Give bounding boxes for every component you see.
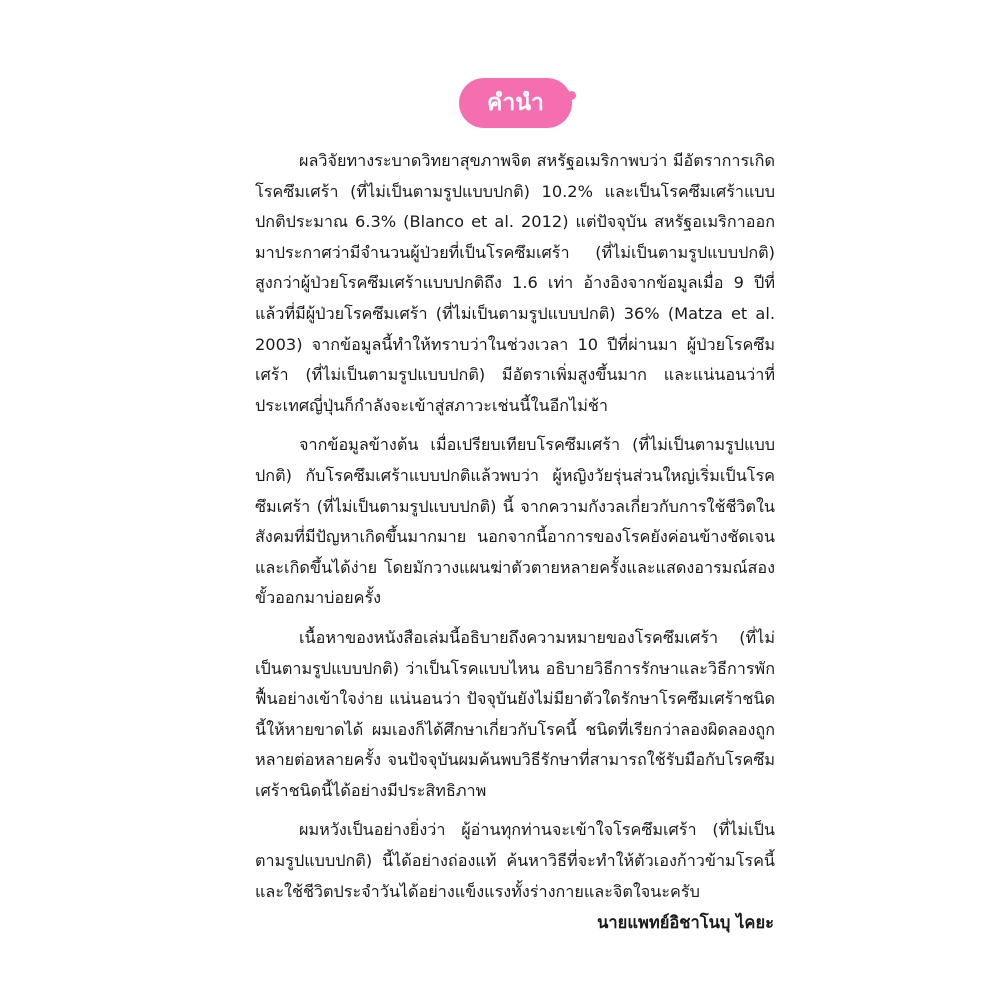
paragraph-2: จากข้อมูลข้างต้น เมื่อเปรียบเทียบโรคซึมเศร้า (ที่ไม่เป็นตามรูปแบบปกติ) กับโรคซึมเศร้าแบบปกติแล้วพบว่า ผู้หญิงวัยรุ่นส่วนใหญ่เริ่มเป็นโรคซึมเศร้า (ที่ไม่เป็นตามรูปแบบปกติ) นี้ จากความกังวลเกี่ยวกับการใช้ชีวิตในสังคมที่มีปัญหาเกิดขึ้นมากมาย นอกจากนี้อาการของโรคยังค่อนข้างชัดเจนและเกิดขึ้นได้ง่าย โดยมักวางแผนฆ่าตัวตายหลายครั้งและแสดงอารมณ์สองขั้วออกมาบ่อยครั้ง [255,435,775,608]
badge-dot-decoration [567,91,576,100]
page-title: คำนำ [487,90,544,116]
paragraph-1: ผลวิจัยทางระบาดวิทยาสุขภาพจิต สหรัฐอเมริกาพบว่า มีอัตราการเกิดโรคซึมเศร้า (ที่ไม่เป็นตามรูปแบบปกติ) 10.2% และเป็นโรคซึมเศร้าแบบปกติประมาณ 6.3% (Blanco et al. 2012) แต่ปัจจุบัน สหรัฐอเมริกาออกมาประกาศว่ามีจำนวนผู้ป่วยที่เป็นโรคซึมเศร้า (ที่ไม่เป็นตามรูปแบบปกติ) สูงกว่าผู้ป่วยโรคซึมเศร้าแบบปกติถึง 1.6 เท่า อ้างอิงจากข้อมูลเมื่อ 9 ปีที่แล้วที่มีผู้ป่วยโรคซึมเศร้า (ที่ไม่เป็นตามรูปแบบปกติ) 36% (Matza et al. 2003) จากข้อมูลนี้ทำให้ทราบว่าในช่วงเวลา 10 ปีที่ผ่านมา ผู้ป่วยโรคซึมเศร้า (ที่ไม่เป็นตามรูปแบบปกติ) มีอัตราเพิ่มสูงขึ้นมาก และแน่นอนว่าที่ประเทศญี่ปุ่นก็กำลังจะเข้าสู่สภาวะเช่นนี้ในอีกไม่ช้า [255,151,775,415]
preface-body [255,146,775,916]
author-signature: นายแพทย์อิชาโนบุ ไคยะ [597,913,774,932]
paragraph-3: เนื้อหาของหนังสือเล่มนี้อธิบายถึงความหมายของโรคซึมเศร้า (ที่ไม่เป็นตามรูปแบบปกติ) ว่าเป็นโรคแบบไหน อธิบายวิธีการรักษาและวิธีการพักฟื้นอย่างเข้าใจง่าย แน่นอนว่า ปัจจุบันยังไม่มียาตัวใดรักษาโรคซึมเศร้าชนิดนี้ให้หายขาดได้ ผมเองก็ได้ศึกษาเกี่ยวกับโรคนี้ ชนิดที่เรียกว่าลองผิดลองถูกหลายต่อหลายครั้ง จนปัจจุบันผมค้นพบวิธีรักษาที่สามารถใช้รับมือกับโรคซึมเศร้าชนิดนี้ได้อย่างมีประสิทธิภาพ [255,627,775,800]
page-title-badge [459,78,572,128]
paragraph-4: ผมหวังเป็นอย่างยิ่งว่า ผู้อ่านทุกท่านจะเข้าใจโรคซึมเศร้า (ที่ไม่เป็นตามรูปแบบปกติ) นี้ได้อย่างถ่องแท้ ค้นหาวิธีที่จะทำให้ตัวเองก้าวข้ามโรคนี้และใช้ชีวิตประจำวันได้อย่างแข็งแรงทั้งร่างกายและจิตใจนะครับ [255,820,775,901]
